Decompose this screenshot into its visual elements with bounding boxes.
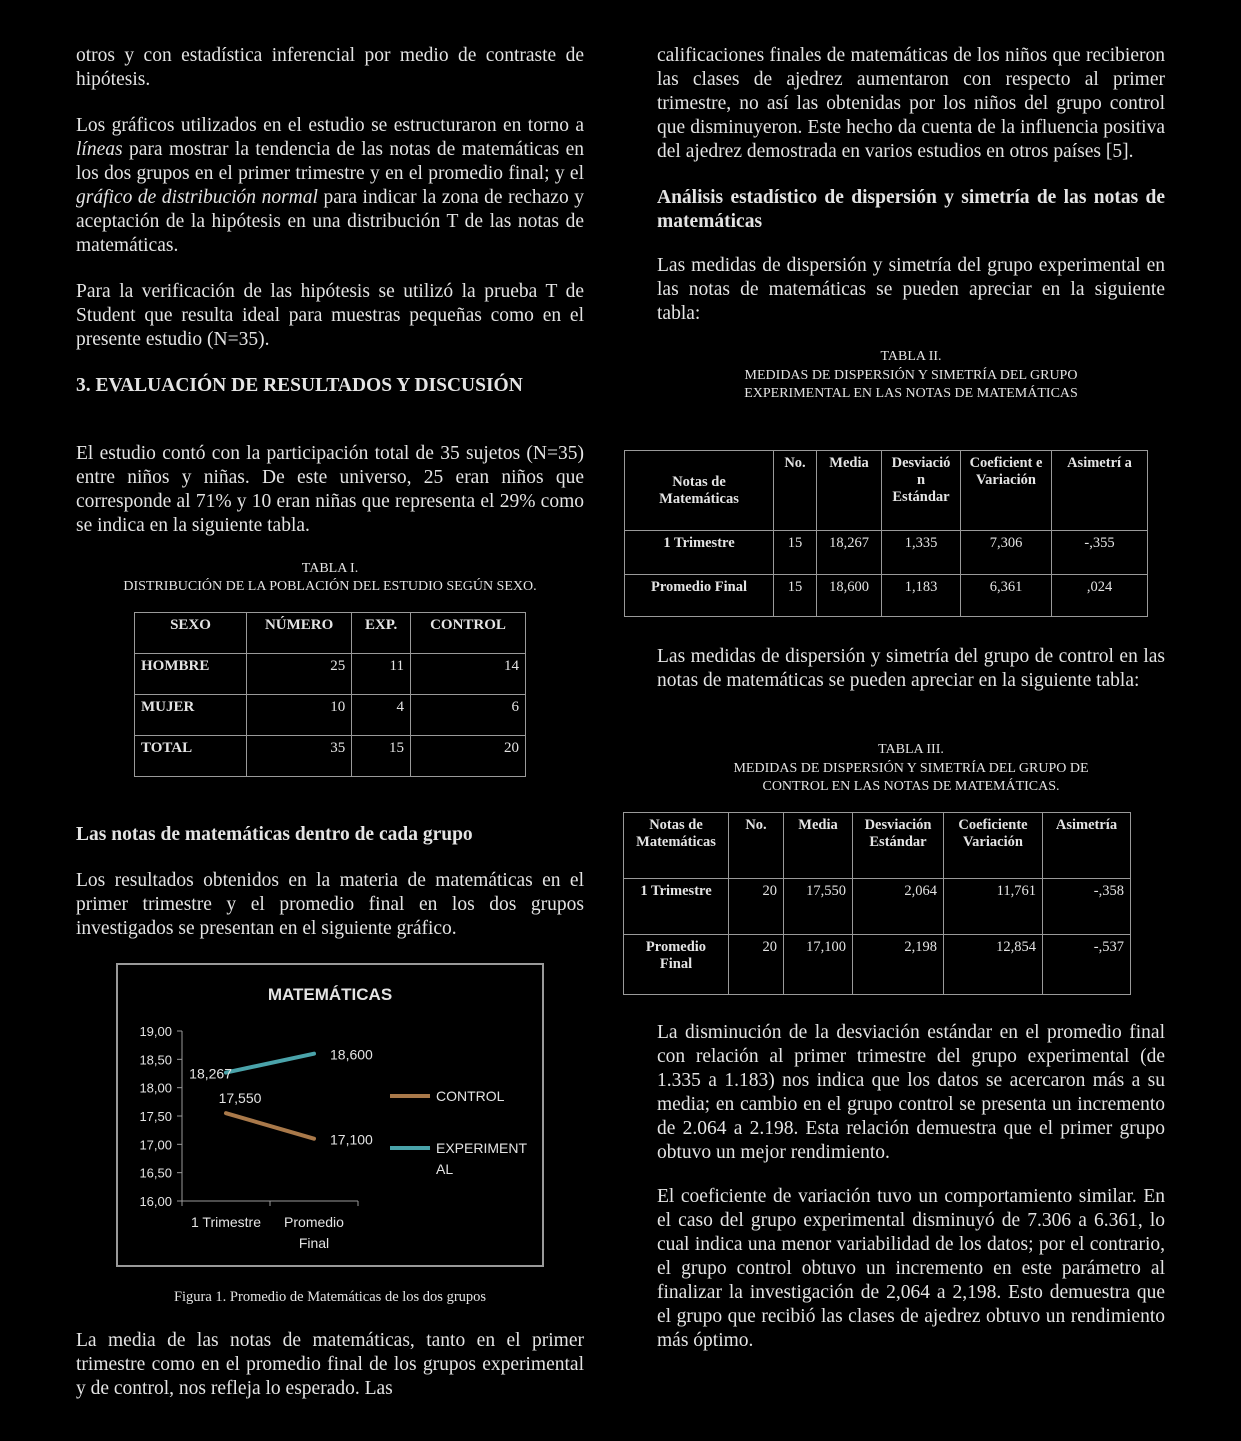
table2-caption-line3: EXPERIMENTAL EN LAS NOTAS DE MATEMÁTICAS	[744, 386, 1078, 401]
table2-cell: 1 Trimestre	[625, 531, 774, 575]
data-label: 17,100	[330, 1131, 373, 1148]
table-row	[624, 879, 1131, 935]
table2-cell: -,355	[1052, 531, 1148, 575]
table2-cell: 18,267	[817, 531, 882, 575]
table1-cell: 35	[247, 736, 352, 777]
table2-cell: 18,600	[817, 575, 882, 617]
table1-header: NÚMERO	[247, 613, 352, 654]
y-tick-label: 16,00	[139, 1194, 172, 1209]
table2-header: Asimetrí a	[1052, 451, 1148, 531]
table3-cell: 11,761	[944, 879, 1043, 935]
table1-header: SEXO	[135, 613, 247, 654]
line-chart	[118, 965, 542, 1265]
table3-cell: 17,100	[784, 935, 853, 995]
table1-cell: 25	[247, 654, 352, 695]
table1-caption-line2: DISTRIBUCIÓN DE LA POBLACIÓN DEL ESTUDIO SEGÚN SEXO.	[123, 579, 537, 594]
table-row	[625, 575, 1148, 617]
table-row	[625, 531, 1148, 575]
p2-text-e: para indicar la zona de rechazo y aceptación de la hipótesis en una distribución T de las notas de matemáticas.	[76, 187, 584, 256]
table2-header: Desviació n Estándar	[882, 451, 961, 531]
x-tick-label: Promedio	[284, 1214, 344, 1230]
y-tick-label: 19,00	[139, 1024, 172, 1039]
table3-cell: -,537	[1043, 935, 1131, 995]
table1-cell: MUJER	[135, 695, 247, 736]
left-paragraph-4: El estudio contó con la participación total de 35 sujetos (N=35) entre niños y niñas. De este universo, 25 eran niños que corresponde al 71% y 10 eran niñas que representa el 29% como se indica en la siguiente tabla.	[76, 443, 584, 536]
p2-italic-lineas: líneas	[76, 139, 123, 160]
left-column	[76, 44, 584, 941]
p2-text-c: para mostrar la tendencia de las notas de matemáticas en los dos grupos en el primer trimestre y en el promedio final; y el	[76, 139, 584, 184]
table1-cell: 14	[410, 654, 525, 695]
y-tick-label: 16,50	[139, 1165, 172, 1181]
legend-label: CONTROL	[436, 1088, 505, 1104]
table1-cell: 20	[410, 736, 525, 777]
left-paragraph-2	[76, 114, 584, 258]
data-label: 18,267	[189, 1065, 232, 1082]
table-row	[135, 654, 526, 695]
table3-header: No.	[729, 813, 784, 879]
p2-italic-grafico: gráfico de distribución normal	[76, 187, 318, 208]
left-paragraph-6: La media de las notas de matemáticas, tanto en el primer trimestre como en el promedio final de los grupos experimental y de control, nos refleja lo esperado. Las	[76, 1330, 584, 1399]
p2-text-a: Los gráficos utilizados en el estudio se estructuraron en torno a	[76, 115, 584, 136]
figure-1-chart	[116, 963, 544, 1267]
table1-header: EXP.	[352, 613, 411, 654]
table1-cell: 10	[247, 695, 352, 736]
right-paragraph-3: Las medidas de dispersión y simetría del grupo de control en las notas de matemáticas se pueden apreciar en la siguiente tabla:	[657, 646, 1165, 691]
table2-header: Notas de Matemáticas	[625, 451, 774, 531]
x-tick-label: 1 Trimestre	[190, 1214, 262, 1230]
table2-cell: ,024	[1052, 575, 1148, 617]
table2-caption-line2: MEDIDAS DE DISPERSIÓN Y SIMETRÍA DEL GRUPO	[744, 367, 1078, 383]
table2-cell: Promedio Final	[625, 575, 774, 617]
table3-cell: Promedio Final	[624, 935, 729, 995]
legend-label: EXPERIMENT	[436, 1140, 528, 1156]
series-line-control	[226, 1113, 314, 1139]
table2-header: Media	[817, 451, 882, 531]
y-tick-label: 18,50	[139, 1052, 172, 1068]
table3-cell: 12,854	[944, 935, 1043, 995]
table1-cell: 11	[352, 654, 411, 695]
table3-caption-line3: CONTROL EN LAS NOTAS DE MATEMÁTICAS.	[762, 779, 1060, 794]
table-2-experimental	[624, 450, 1148, 617]
table3-cell: 2,064	[853, 879, 944, 935]
data-label: 17,550	[218, 1090, 262, 1107]
table-row	[135, 736, 526, 777]
table3-cell: 20	[729, 879, 784, 935]
table3-header: Notas de Matemáticas	[624, 813, 729, 879]
legend-label: AL	[436, 1161, 454, 1177]
table3-cell: 2,198	[853, 935, 944, 995]
y-tick-label: 18,00	[139, 1080, 172, 1096]
table3-caption	[657, 741, 1165, 797]
table2-caption	[657, 348, 1165, 404]
table3-cell: -,358	[1043, 879, 1131, 935]
right-section-heading: Análisis estadístico de dispersión y simetría de las notas de matemáticas	[657, 187, 1165, 232]
table2-caption-line1: TABLA II.	[880, 349, 942, 364]
right-column	[657, 44, 1165, 420]
data-label: 18,600	[330, 1046, 373, 1063]
table-row	[624, 935, 1131, 995]
table2-header: Coeficient e Variación	[961, 451, 1052, 531]
table-3-control	[623, 812, 1131, 995]
subsection-heading: Las notas de matemáticas dentro de cada grupo	[76, 824, 473, 845]
table2-cell: 1,183	[882, 575, 961, 617]
table3-caption-line1: TABLA III.	[878, 742, 944, 757]
table3-cell: 20	[729, 935, 784, 995]
figure-1-caption: Figura 1. Promedio de Matemáticas de los dos grupos	[173, 1289, 487, 1305]
left-paragraph-3: Para la verificación de las hipótesis se utilizó la prueba T de Student que resulta ideal para muestras pequeñas como en el presente estudio (N=35).	[76, 281, 584, 350]
left-paragraph-1: otros y con estadística inferencial por medio de contraste de hipótesis.	[76, 45, 584, 90]
table2-cell: 1,335	[882, 531, 961, 575]
right-paragraph-2: Las medidas de dispersión y simetría del grupo experimental en las notas de matemáticas se pueden apreciar en la siguiente tabla:	[657, 255, 1165, 324]
table3-header: Desviación Estándar	[853, 813, 944, 879]
chart-title: MATEMÁTICAS	[267, 985, 393, 1004]
table3-cell: 1 Trimestre	[624, 879, 729, 935]
x-tick-label: Final	[298, 1235, 330, 1251]
table1-cell: 6	[410, 695, 525, 736]
table1-caption	[76, 560, 584, 596]
table1-cell: TOTAL	[135, 736, 247, 777]
table2-cell: 15	[774, 575, 817, 617]
table2-header: No.	[774, 451, 817, 531]
y-tick-label: 17,50	[139, 1109, 172, 1124]
table3-header: Media	[784, 813, 853, 879]
right-paragraph-5: El coeficiente de variación tuvo un comportamiento similar. En el caso del grupo experimental disminuyó de 7.306 a 6.361, lo cual indica una menor variabilidad de los datos; por el contrario, el grupo control obtuvo un incremento en este parámetro al finalizar la investigación de 2,064 a 2,198. Esto demuestra que el grupo que recibió las clases de ajedrez obtuvo un rendimiento más óptimo.	[657, 1186, 1165, 1351]
table1-cell: 4	[352, 695, 411, 736]
table3-caption-line2: MEDIDAS DE DISPERSIÓN Y SIMETRÍA DEL GRUPO DE	[733, 760, 1089, 776]
right-paragraph-4: La disminución de la desviación estándar en el promedio final con relación al primer trimestre del grupo experimental (de 1.335 a 1.183) nos indica que los datos se acercaron más a su media; en cambio en el grupo control se presenta un incremento de 2.064 a 2.198. Esta relación demuestra que el primer grupo obtuvo un mejor rendimiento.	[657, 1022, 1165, 1163]
series-line-experimental	[226, 1054, 314, 1073]
table1-cell: HOMBRE	[135, 654, 247, 695]
table1-caption-line1: TABLA I.	[301, 561, 359, 576]
left-paragraph-5: Los resultados obtenidos en la materia de matemáticas en el primer trimestre y el promedio final en los dos grupos investigados se presentan en el siguiente gráfico.	[76, 870, 584, 939]
table3-header: Asimetría	[1043, 813, 1131, 879]
table2-cell: 7,306	[961, 531, 1052, 575]
y-tick-label: 17,00	[139, 1137, 172, 1153]
table1-cell: 15	[352, 736, 411, 777]
table-1-sexo	[134, 612, 526, 777]
table2-cell: 6,361	[961, 575, 1052, 617]
table2-cell: 15	[774, 531, 817, 575]
section-heading-3: 3. EVALUACIÓN DE RESULTADOS Y DISCUSIÓN	[76, 375, 523, 396]
table3-cell: 17,550	[784, 879, 853, 935]
table3-header: Coeficiente Variación	[944, 813, 1043, 879]
table-row	[135, 695, 526, 736]
right-paragraph-1: calificaciones finales de matemáticas de los niños que recibieron las clases de ajedrez aumentaron con respecto al primer trimestre, no así las obtenidas por los niños del grupo control que disminuyeron. Este hecho da cuenta de la influencia positiva del ajedrez demostrada en varios estudios en otros países [5].	[657, 45, 1165, 162]
table1-header: CONTROL	[410, 613, 525, 654]
